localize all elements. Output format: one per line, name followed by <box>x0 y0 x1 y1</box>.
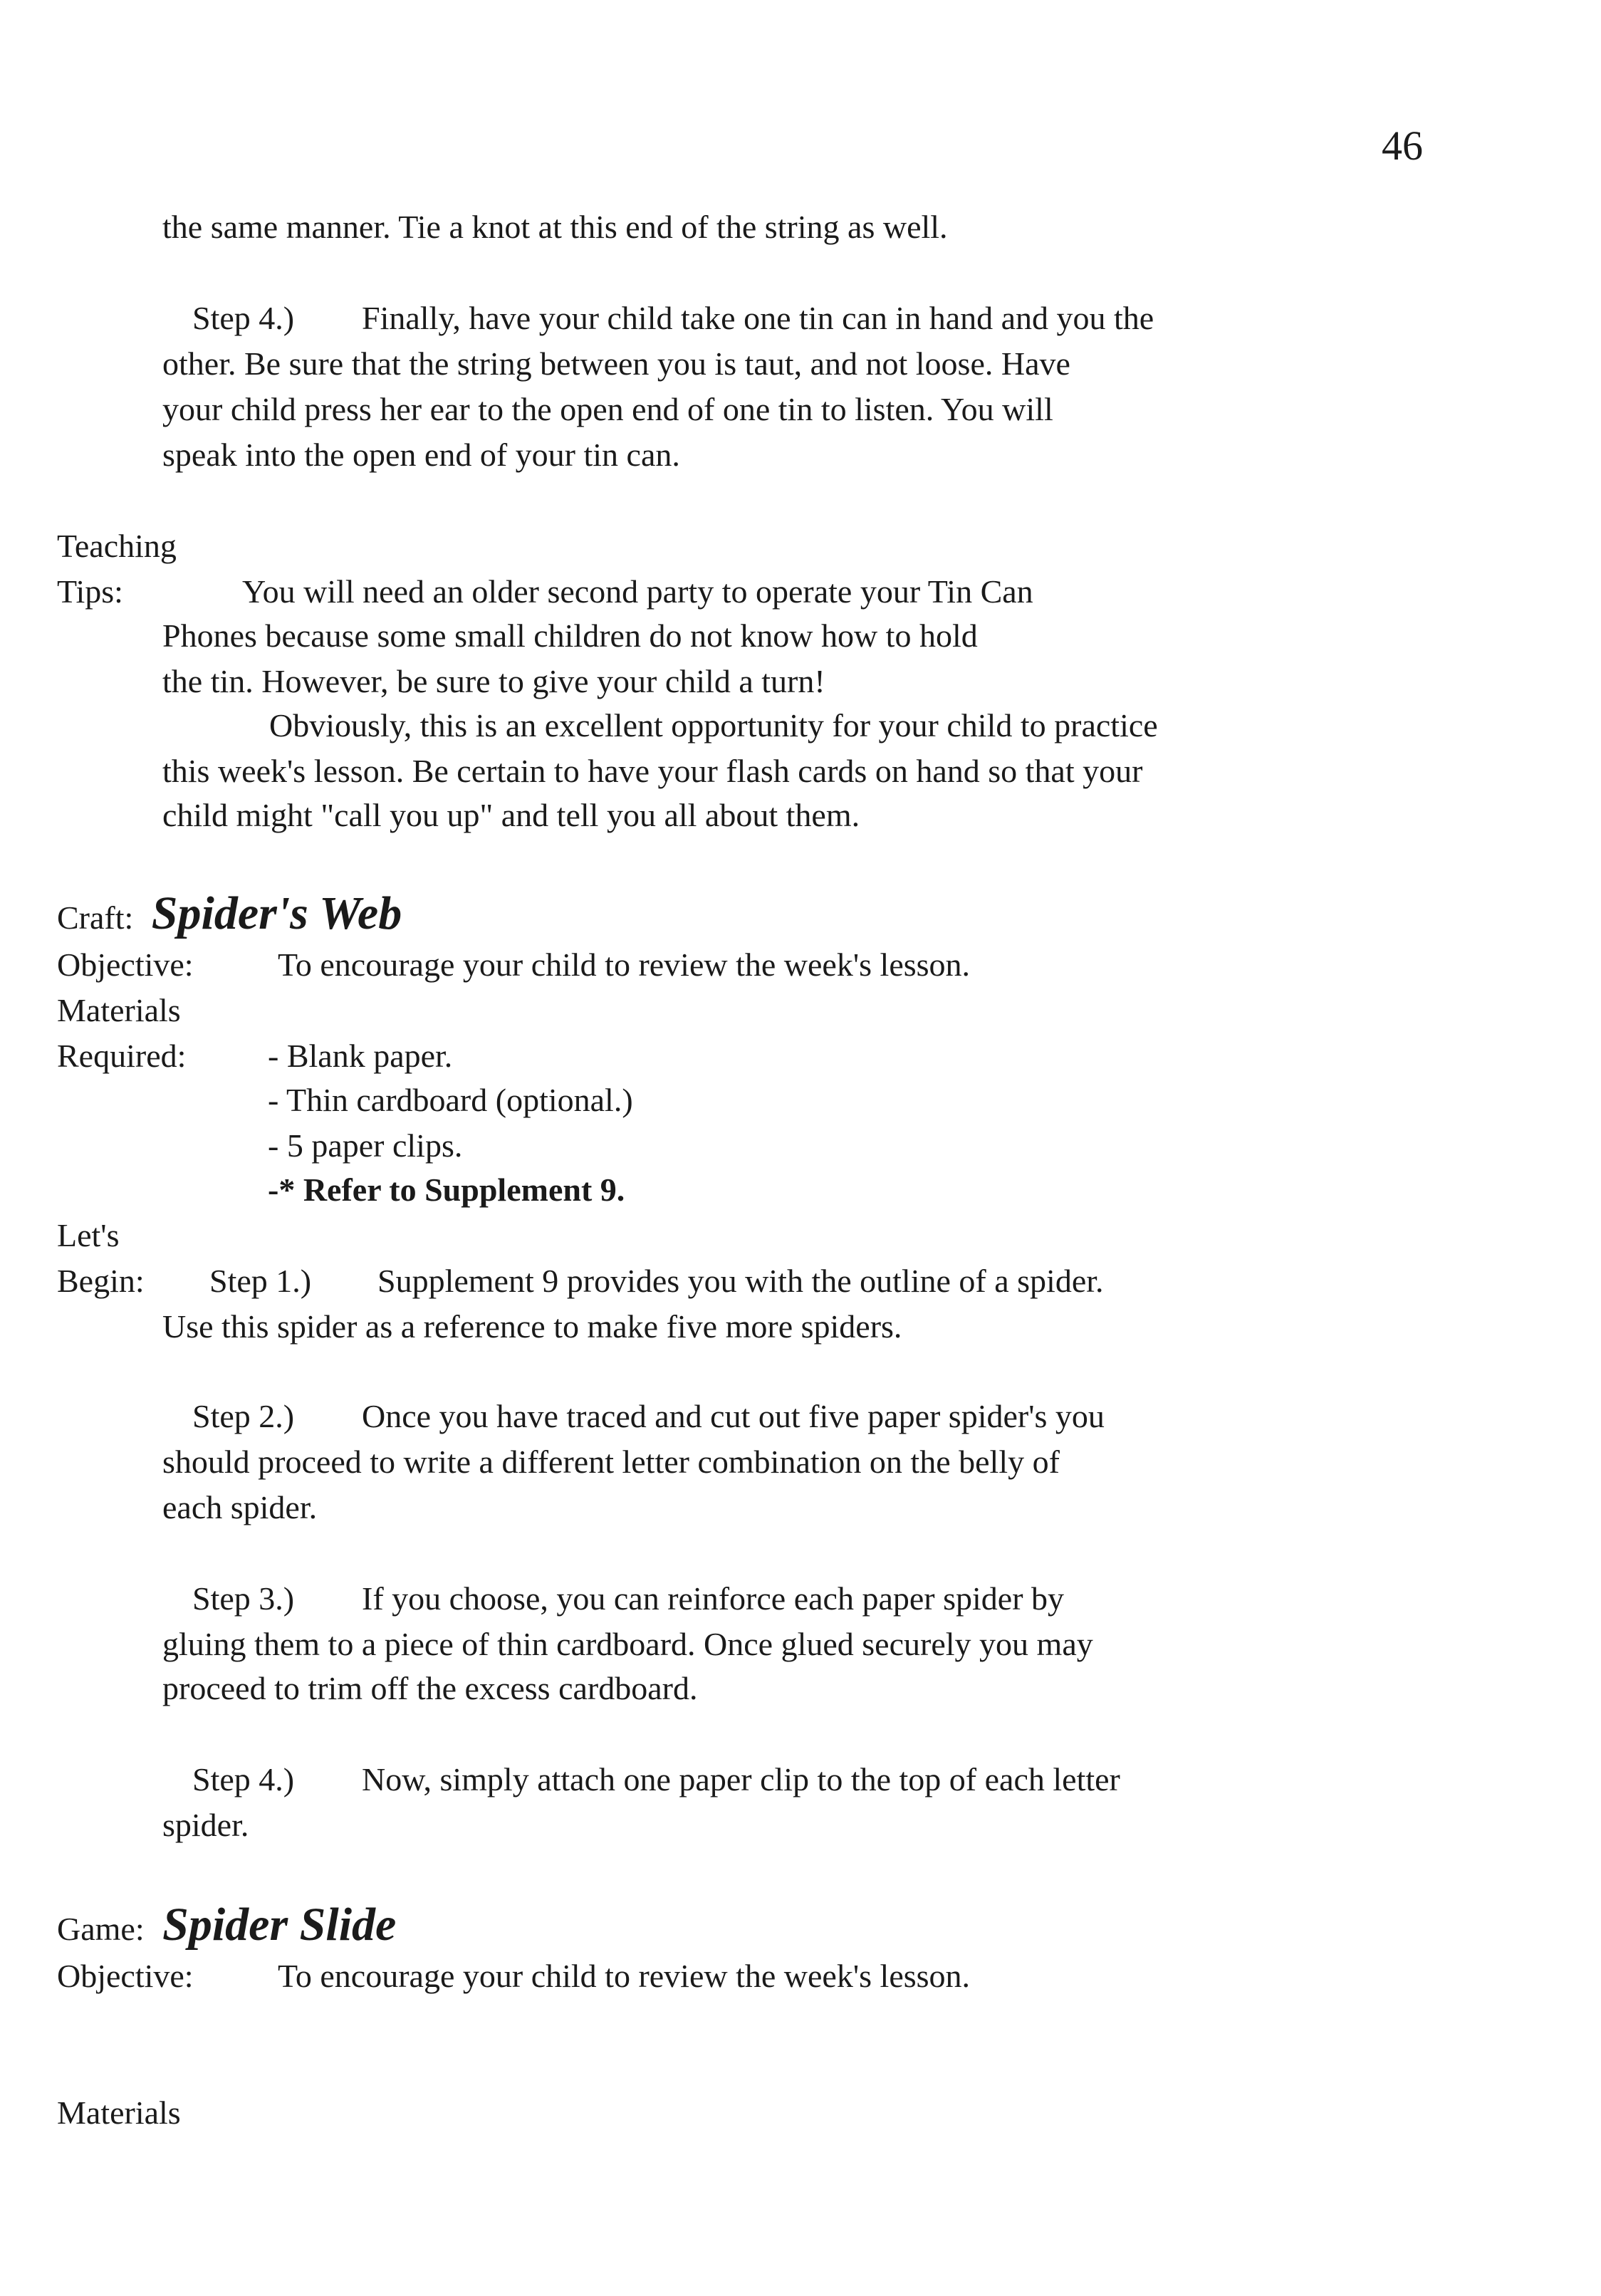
teaching-tips-line: this week's lesson. Be certain to have your flash cards on hand so that your <box>162 753 1143 789</box>
craft-step-2-line: should proceed to write a different letter combination on the belly of <box>162 1444 1060 1480</box>
craft-material-item: - Blank paper. <box>268 1038 453 1074</box>
game-materials-label: Materials <box>57 2094 181 2131</box>
craft-step-2-line: Once you have traced and cut out five paper spider's you <box>362 1398 1105 1434</box>
craft-step-3-line: If you choose, you can reinforce each paper spider by <box>362 1580 1065 1617</box>
craft-materials-label: Materials <box>57 992 181 1028</box>
tin-step-4-line: your child press her ear to the open end of one tin to listen. You will <box>162 391 1053 427</box>
craft-step-4-line: Now, simply attach one paper clip to the top of each letter <box>362 1761 1120 1797</box>
craft-step-4-label: Step 4.) <box>192 1761 295 1797</box>
tin-step-4-label: Step 4.) <box>192 300 295 336</box>
craft-step-1-line: Supplement 9 provides you with the outline of a spider. <box>377 1263 1104 1299</box>
game-label: Game: <box>57 1911 145 1947</box>
teaching-tips-line: Phones because some small children do not know how to hold <box>162 617 978 654</box>
craft-heading <box>57 887 402 939</box>
craft-step-3-line: gluing them to a piece of thin cardboard. Once glued securely you may <box>162 1626 1093 1662</box>
craft-supplement-ref: -* Refer to Supplement 9. <box>268 1172 625 1208</box>
tin-step-4-line: Finally, have your child take one tin can in hand and you the <box>362 300 1154 336</box>
tin-step-4-line: other. Be sure that the string between you is taut, and not loose. Have <box>162 345 1070 382</box>
craft-lets-begin-label: Begin: <box>57 1263 145 1299</box>
page-number: 46 <box>1382 122 1423 169</box>
continuation-line: the same manner. Tie a knot at this end of the string as well. <box>162 209 948 245</box>
craft-step-1-line: Use this spider as a reference to make five more spiders. <box>162 1308 902 1345</box>
teaching-tips-line: the tin. However, be sure to give your child a turn! <box>162 663 825 699</box>
craft-title: Spider's Web <box>151 887 402 939</box>
craft-objective-text: To encourage your child to review the week's lesson. <box>278 946 971 983</box>
teaching-tips-label: Tips: <box>57 573 123 610</box>
game-heading <box>57 1899 397 1951</box>
craft-step-3-label: Step 3.) <box>192 1580 295 1617</box>
teaching-tips-label: Teaching <box>57 528 177 564</box>
craft-step-3-line: proceed to trim off the excess cardboard. <box>162 1670 698 1706</box>
craft-material-item: - 5 paper clips. <box>268 1127 463 1164</box>
teaching-tips-line: child might "call you up" and tell you all about them. <box>162 797 860 833</box>
craft-materials-label: Required: <box>57 1038 187 1074</box>
game-title: Spider Slide <box>162 1899 397 1951</box>
craft-step-1-label: Step 1.) <box>209 1263 312 1299</box>
game-objective-label: Objective: <box>57 1958 194 1994</box>
craft-material-item: - Thin cardboard (optional.) <box>268 1082 633 1118</box>
craft-step-2-label: Step 2.) <box>192 1398 295 1434</box>
craft-lets-begin-label: Let's <box>57 1217 120 1253</box>
craft-step-4-line: spider. <box>162 1807 249 1843</box>
craft-objective-label: Objective: <box>57 946 194 983</box>
craft-step-2-line: each spider. <box>162 1489 318 1525</box>
teaching-tips-line: Obviously, this is an excellent opportunity for your child to practice <box>269 707 1158 743</box>
game-objective-text: To encourage your child to review the week's lesson. <box>278 1958 971 1994</box>
craft-label: Craft: <box>57 899 134 936</box>
teaching-tips-line: You will need an older second party to operate your Tin Can <box>242 573 1033 610</box>
tin-step-4-line: speak into the open end of your tin can. <box>162 437 680 473</box>
